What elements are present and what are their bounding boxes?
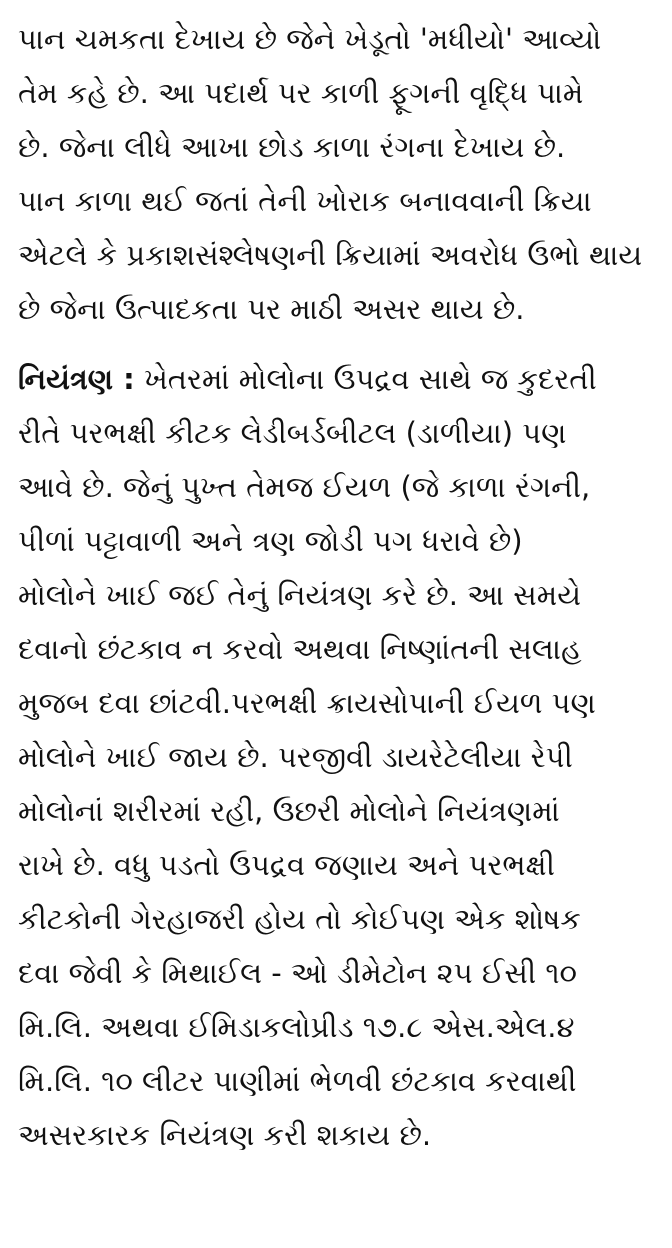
paragraph-symptoms [18,0,656,336]
text-line: મોલોને ખાઈ જાય છે. પરજીવી ડાયરેટેલીયા રેપી [18,740,573,774]
text-line: મિ.લિ. ૧૦ લીટર પાણીમાં ભેળવી છંટકાવ કરવાથી [18,1064,577,1098]
text-line: છે જેના ઉત્પાદકતા પર માઠી અસર થાય છે. [18,292,525,326]
text-line: રીતે પરભક્ષી કીટક લેડીબર્ડબીટલ (ડાળીયા) પણ [18,416,567,450]
text-line: આવે છે. જેનું પુખ્ત તેમજ ઈયળ (જે કાળા રંગની, [18,470,591,504]
text-line: કીટકોની ગેરહાજરી હોય તો કોઈપણ એક શોષક [18,902,581,936]
text-line: મોલોને ખાઈ જઈ તેનું નિયંત્રણ કરે છે. આ સમયે [18,578,581,612]
text-line-with-heading [18,352,656,406]
text-line: એટલે કે પ્રકાશસંશ્લેષણની ક્રિયામાં અવરોધ ઉભો થાય [18,238,643,272]
text-line: પાન ચમકતા દેખાય છે જેને ખેડૂતો 'મધીયો' આવ્યો [18,22,602,56]
text-line: મુજબ દવા છાંટવી.પરભક્ષી ક્રાયસોપાની ઈયળ પણ [18,686,596,720]
heading-line-text: ખેતરમાં મોલોના ઉપદ્રવ સાથે જ કુદરતી [134,362,597,396]
text-line: તેમ કહે છે. આ પદાર્થ પર કાળી ફૂગની વૃદ્ધિ પામે [18,76,584,110]
text-line: છે. જેના લીધે આખા છોડ કાળા રંગના દેખાય છે. [18,130,566,164]
section-heading: નિયંત્રણ : [18,362,135,396]
text-line: રાખે છે. વધુ પડતો ઉપદ્રવ જણાય અને પરભક્ષી [18,848,555,882]
text-line: મોલોનાં શરીરમાં રહી, ઉછરી મોલોને નિયંત્રણમાં [18,794,560,828]
paragraph-control [18,352,656,1162]
text-line: દવાનો છંટકાવ ન કરવો અથવા નિષ્ણાંતની સલાહ [18,632,582,666]
text-line: મિ.લિ. અથવા ઈમિડાકલોપ્રીડ ૧૭.૮ એસ.એલ.૪ [18,1010,575,1044]
text-line: પાન કાળા થઈ જતાં તેની ખોરાક બનાવવાની ક્રિયા [18,184,592,218]
text-line: પીળાં પટ્ટાવાળી અને ત્રણ જોડી પગ ધરાવે છે) [18,524,523,558]
text-line: અસરકારક નિયંત્રણ કરી શકાય છે. [18,1118,432,1152]
text-line: દવા જેવી કે મિથાઈલ - ઓ ડીમેટોન ૨૫ ઈસી ૧૦ [18,956,577,990]
